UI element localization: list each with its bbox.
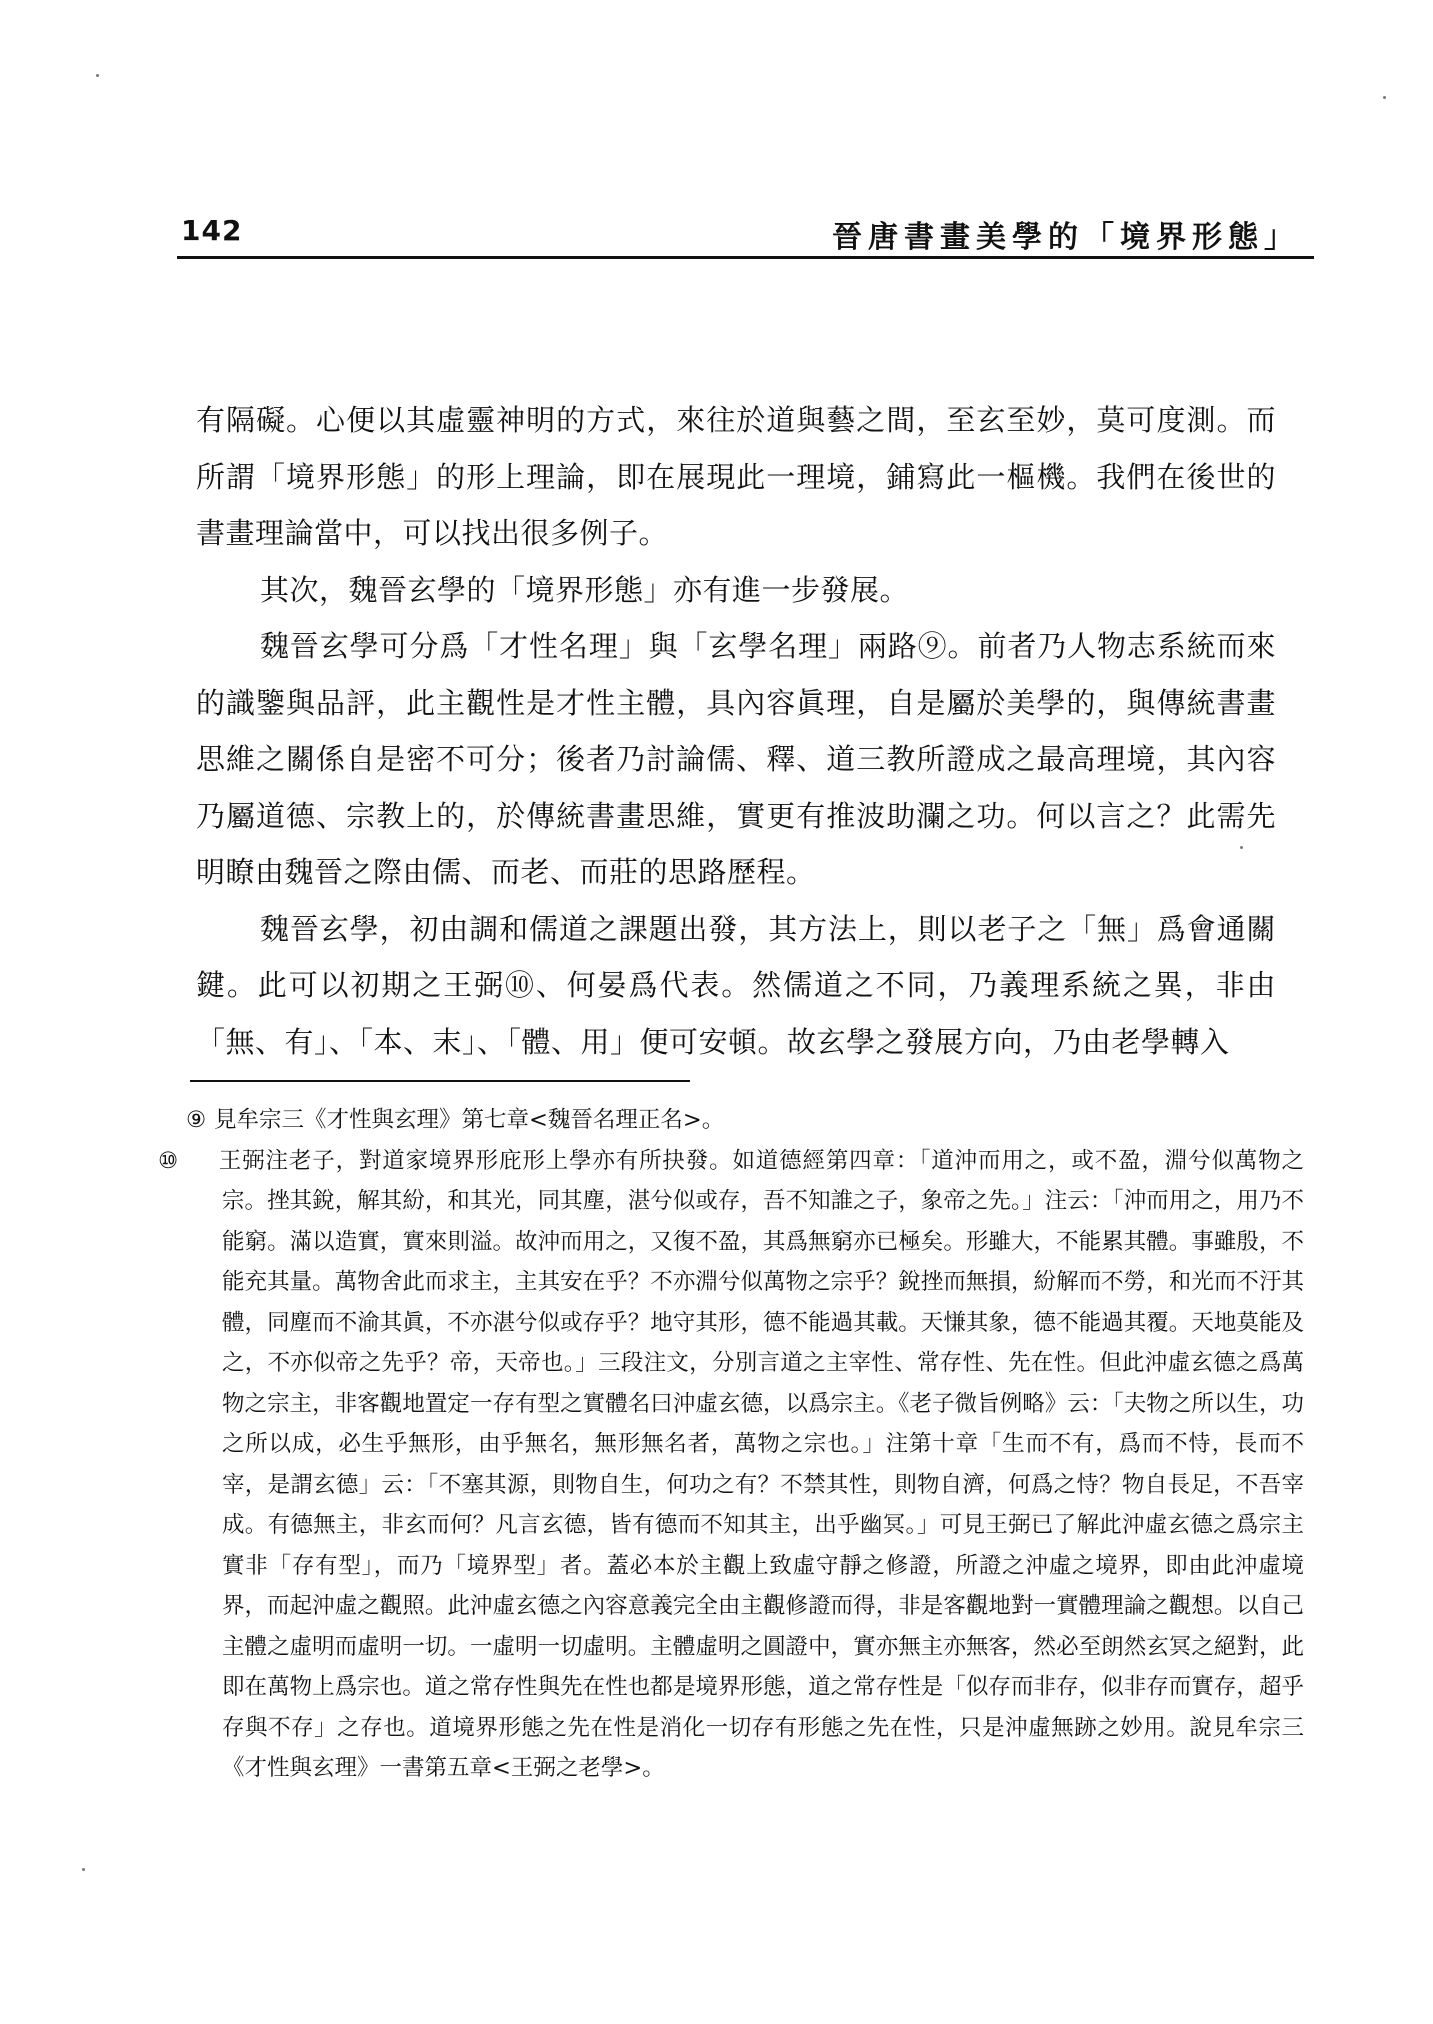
paragraph: 有隔礙。心便以其虛靈神明的方式，來往於道與藝之間，至玄至妙，莫可度測。而所謂「境界形態」的形上理論，即在展現此一理境，鋪寫此一樞機。我們在後世的書畫理論當中，可以找出很多例子。	[196, 403, 1276, 550]
footnote-text: 王弼注老子，對道家境界形庇形上學亦有所抉發。如道德經第四章：「道沖而用之，或不盈，淵兮似萬物之宗。挫其銳，解其紛，和其光，同其塵，湛兮似或存，吾不知誰之子，象帝之先。」注云：「沖而用之，用乃不能窮。滿以造實，實來則溢。故沖而用之，又復不盈，其爲無窮亦已極矣。形雖大，不能累其體。事雖殷，不能充其量。萬物舍此而求主，主其安在乎？不亦淵兮似萬物之宗乎？銳挫而無損，紛解而不勞，和光而不汙其體，同塵而不渝其眞，不亦湛兮似或存乎？地守其形，德不能過其載。天慊其象，德不能過其覆。天地莫能及之，不亦似帝之先乎？帝，天帝也。」三段注文，分別言道之主宰性、常存性、先在性。但此沖虛玄德之爲萬物之宗主，非客觀地置定一存有型之實體名曰沖虛玄德，以爲宗主。《老子微旨例略》云：「夫物之所以生，功之所以成，必生乎無形，由乎無名，無形無名者，萬物之宗也。」注第十章「生而不有，爲而不恃，長而不宰，是謂玄德」云：「不塞其源，則物自生，何功之有？不禁其性，則物自濟，何爲之恃？物自長足，不吾宰成。有德無主，非玄而何？凡言玄德，皆有德而不知其主，出乎幽冥。」可見王弼已了解此沖虛玄德之爲宗主實非「存有型」，而乃「境界型」者。蓋必本於主觀上致虛守靜之修證，所證之沖虛之境界，即由此沖虛境界，而起沖虛之觀照。此沖虛玄德之內容意義完全由主觀修證而得，非是客觀地對一實體理論之觀想。以自己主體之虛明而虛明一切。一虛明一切虛明。主體虛明之圓證中，實亦無主亦無客，然必至朗然玄冥之絕對，此即在萬物上爲宗也。道之常存性與先在性也都是境界形態，道之常存性是「似存而非存，似非存而實存，超乎存與不存」之存也。道境界形態之先在性是消化一切存有形態之先在性，只是沖虛無跡之妙用。說見牟宗三《才性與玄理》一書第五章<王弼之老學>。	[218, 1147, 1304, 1781]
footnote-mark: ⑩	[158, 1147, 179, 1174]
footnote-text: 見牟宗三《才性與玄理》第七章<魏晉名理正名>。	[214, 1107, 725, 1133]
running-header	[177, 208, 1314, 259]
scan-speck	[82, 1868, 85, 1871]
footnote	[186, 1100, 1304, 1141]
paragraph: 其次，魏晉玄學的「境界形態」亦有進一步發展。	[260, 572, 910, 607]
paragraph: 魏晉玄學，初由調和儒道之課題出發，其方法上，則以老子之「無」爲會通關鍵。此可以初期之王弼⑩、何晏爲代表。然儒道之不同，乃義理系統之異，非由「無、有」、「本、末」、「體、用」便可安頓。故玄學之發展方向，乃由老學轉入	[196, 911, 1276, 1059]
scan-speck	[1383, 96, 1386, 99]
paragraph: 魏晉玄學可分爲「才性名理」與「玄學名理」兩路⑨。前者乃人物志系統而來的識鑒與品評，此主觀性是才性主體，具內容眞理，自是屬於美學的，與傳統書畫思維之關係自是密不可分；後者乃討論儒、釋、道三教所證成之最高理境，其內容乃屬道德、宗教上的，於傳統書畫思維，實更有推波助瀾之功。何以言之？此需先明瞭由魏晉之際由儒、而老、而莊的思路歷程。	[196, 629, 1276, 889]
footnote	[158, 1141, 1304, 1789]
body-text	[196, 392, 1276, 1070]
running-title: 晉唐書畫美學的「境界形態」	[832, 220, 1300, 255]
footnote-mark: ⑨	[186, 1107, 207, 1133]
page-number: 142	[181, 214, 243, 247]
footnotes	[158, 1100, 1304, 1789]
scan-speck	[1240, 846, 1243, 849]
footnote-separator	[190, 1080, 690, 1082]
scan-speck	[96, 74, 99, 77]
